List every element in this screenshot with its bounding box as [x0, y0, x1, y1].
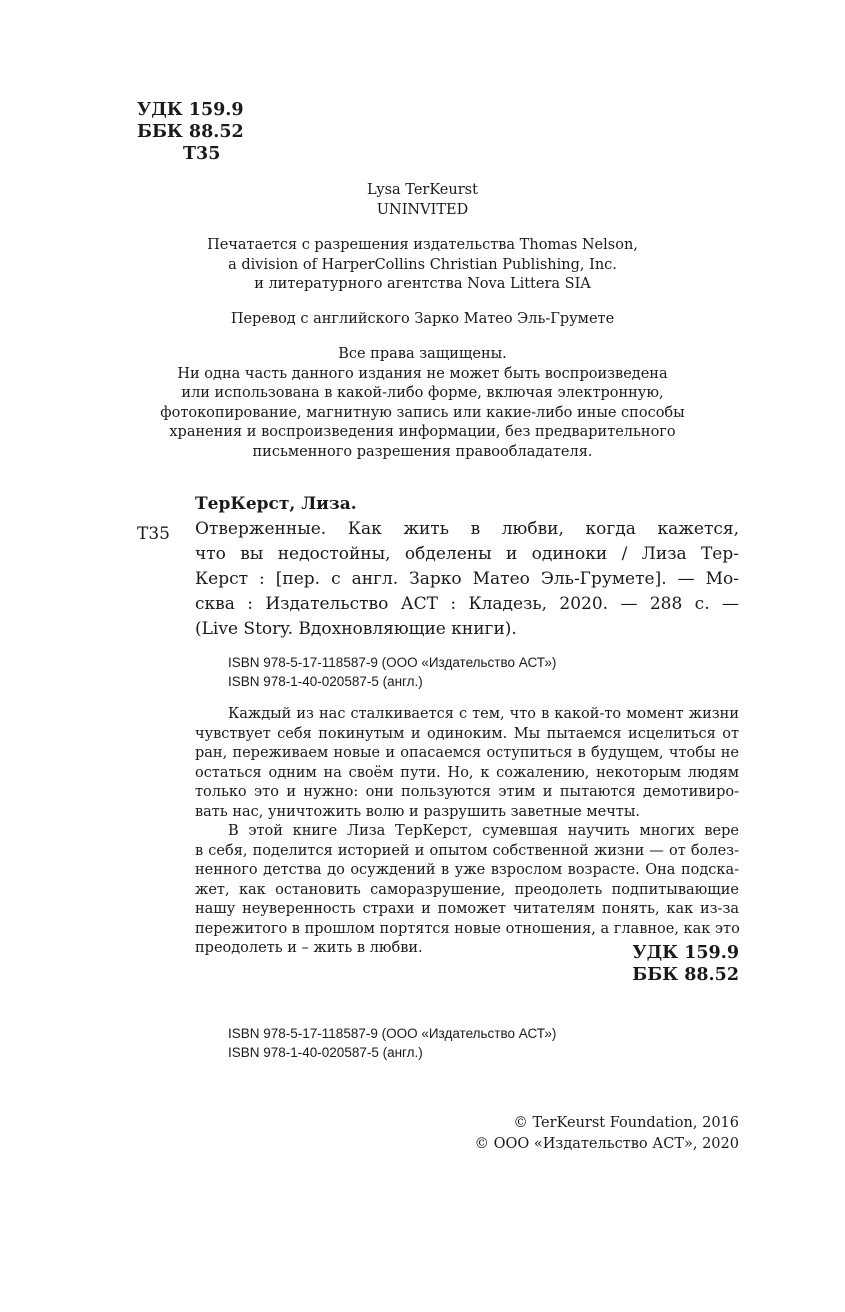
copyright-notice — [475, 1113, 739, 1155]
rights-notice — [120, 345, 725, 462]
bbk-code: ББК 88.52 — [632, 965, 739, 985]
isbn-block — [228, 653, 556, 691]
abstract-line: В этой книге Лиза ТерКерст, сумевшая научить многих вере — [228, 823, 739, 839]
translation-credit: Перевод с английского Зарко Матео Эль-Грумете — [230, 311, 615, 327]
rights-line: Все права защищены. — [338, 346, 507, 362]
abstract-line: чувствует себя покинутым и одиноким. Мы пытаемся исцелиться от — [195, 725, 739, 742]
bib-line: (Live Story. Вдохновляющие книги). — [195, 619, 517, 639]
bib-author-heading: ТерКерст, Лиза. — [195, 494, 357, 514]
isbn-line: ISBN 978-5-17-118587-9 (ООО «Издательство АСТ») — [228, 655, 557, 670]
classification-codes-bottom — [632, 942, 739, 986]
copyright-line: © ООО «Издательство АСТ», 2020 — [474, 1136, 739, 1152]
abstract-line: остаться одним на своём пути. Но, к сожалению, некоторым людям — [195, 764, 739, 781]
isbn-line: ISBN 978-5-17-118587-9 (ООО «Издательство АСТ») — [228, 1026, 557, 1041]
permission-line: a division of HarperCollins Christian Publishing, Inc. — [228, 256, 617, 273]
permission-line: Печатается с разрешения издательства Thomas Nelson, — [207, 237, 638, 253]
bib-author-mark: Т35 — [137, 524, 170, 544]
abstract-line: ран, переживаем новые и опасаемся оступиться в будущем, чтобы не — [195, 745, 739, 761]
classification-codes — [137, 99, 244, 165]
abstract — [195, 705, 739, 959]
abstract-line: пережитого в прошлом портятся новые отношения, а главное, как это — [195, 920, 740, 937]
abstract-line: Каждый из нас сталкивается с тем, что в какой-то момент жизни — [228, 706, 739, 722]
author-mark: Т35 — [183, 144, 221, 164]
bib-line: сква : Издательство АСТ : Кладезь, 2020. — 288 с. — — [195, 594, 739, 614]
bib-line: что вы недостойны, обделены и одиноки / Лиза Тер- — [195, 544, 739, 564]
rights-line: письменного разрешения правообладателя. — [252, 443, 593, 460]
abstract-line: в себя, поделится историей и опытом собственной жизни — от болез- — [195, 842, 739, 859]
isbn-line: ISBN 978-1-40-020587-5 (англ.) — [228, 674, 423, 689]
original-author: Lysa TerKeurst — [367, 182, 478, 198]
permission-notice — [120, 236, 725, 295]
rights-line: Ни одна часть данного издания не может быть воспроизведена — [177, 365, 668, 382]
isbn-block-bottom — [228, 1024, 556, 1062]
rights-line: фотокопирование, магнитную запись или какие-либо иные способы — [160, 404, 685, 421]
original-title: UNINVITED — [376, 201, 469, 218]
permission-line: и литературного агентства Nova Littera SIA — [254, 276, 591, 292]
udk-code: УДК 159.9 — [632, 943, 739, 963]
rights-line: или использована в какой-либо форме, включая электронную, — [181, 385, 664, 401]
bib-description — [195, 517, 739, 642]
bib-line: Керст : [пер. с англ. Зарко Матео Эль-Грумете]. — Мо- — [195, 569, 739, 589]
abstract-line: преодолеть и – жить в любви. — [195, 940, 423, 956]
abstract-line: жет, как остановить саморазрушение, преодолеть подпитывающие — [195, 881, 739, 898]
bib-line: Отверженные. Как жить в любви, когда кажется, — [195, 519, 739, 539]
bbk-code: ББК 88.52 — [137, 122, 244, 142]
original-edition — [120, 181, 725, 220]
abstract-line: ненного детства до осуждений в уже взрослом возрасте. Она подска- — [195, 862, 739, 878]
rights-line: хранения и воспроизведения информации, без предварительного — [169, 424, 676, 440]
udk-code: УДК 159.9 — [137, 100, 244, 120]
copyright-line: © TerKeurst Foundation, 2016 — [513, 1115, 739, 1131]
abstract-line: нашу неуверенность страхи и поможет читателям понять, как из-за — [195, 901, 739, 917]
isbn-line: ISBN 978-1-40-020587-5 (англ.) — [228, 1045, 423, 1060]
abstract-line: только это и нужно: они пользуются этим и пытаются демотивиро- — [195, 784, 739, 800]
abstract-line: вать нас, уничтожить волю и разрушить заветные мечты. — [195, 803, 640, 820]
